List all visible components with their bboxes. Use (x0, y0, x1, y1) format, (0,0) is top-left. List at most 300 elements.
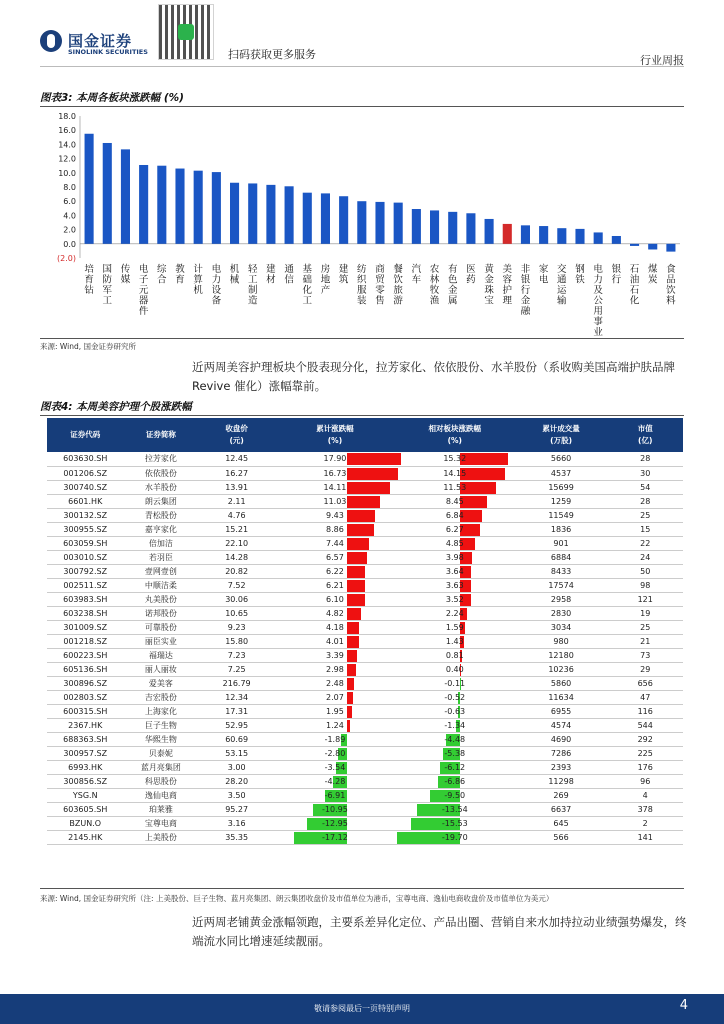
cell-rel (395, 480, 515, 494)
cell-cap: 47 (607, 690, 683, 704)
cell-price: 13.91 (198, 480, 275, 494)
cell-pct (275, 662, 395, 676)
table-row (47, 480, 683, 494)
cell-cap: 4 (607, 788, 683, 802)
pct-value: 2.07 (326, 692, 344, 702)
table-row (47, 606, 683, 620)
rel-value: 3.98 (445, 552, 464, 562)
rel-value: 15.32 (443, 454, 467, 464)
cell-cap: 30 (607, 466, 683, 480)
pct-bar (347, 552, 367, 564)
cell-cap: 24 (607, 550, 683, 564)
page-number: 4 (679, 998, 688, 1013)
cell-vol: 15699 (515, 480, 608, 494)
pct-value: 4.18 (326, 622, 344, 632)
cell-pct (275, 564, 395, 578)
cell-price: 3.00 (198, 760, 275, 774)
cell-vol: 645 (515, 816, 608, 830)
wechat-badge-icon (178, 24, 194, 40)
cell-pct (275, 690, 395, 704)
cell-code: 300957.SZ (47, 746, 124, 760)
y-tick-label: 14.0 (58, 140, 76, 150)
cell-price: 10.65 (198, 606, 275, 620)
pct-value: 2.48 (326, 678, 344, 688)
pct-bar (347, 524, 374, 536)
x-tick-label: 电力及公用事业 (593, 264, 603, 338)
rel-bar (460, 453, 509, 465)
cell-cap: 29 (607, 662, 683, 676)
bar-交通运输 (557, 228, 566, 244)
pct-value: -2.80 (324, 748, 346, 758)
cell-code: 300896.SZ (47, 676, 124, 690)
table-row (47, 536, 683, 550)
pct-value: 6.57 (326, 552, 344, 562)
pct-bar (347, 622, 360, 634)
cell-vol: 5660 (515, 452, 608, 466)
x-tick-label: 通信 (284, 264, 294, 286)
x-tick-label: 基础化工 (302, 264, 313, 307)
cell-pct (275, 802, 395, 816)
cell-pct (275, 760, 395, 774)
cell-pct (275, 550, 395, 564)
page-header (0, 0, 724, 66)
cell-pct (275, 620, 395, 634)
cell-price: 16.27 (198, 466, 275, 480)
cell-price: 30.06 (198, 592, 275, 606)
table-row (47, 620, 683, 634)
bar-综合 (157, 166, 166, 244)
cell-code: 301009.SZ (47, 620, 124, 634)
rel-value: -6.12 (444, 762, 466, 772)
cell-pct (275, 774, 395, 788)
cell-price: 9.23 (198, 620, 275, 634)
cell-pct (275, 816, 395, 830)
cell-vol: 901 (515, 536, 608, 550)
bar-餐饮旅游 (394, 203, 403, 244)
cell-code: BZUN.O (47, 816, 124, 830)
cell-name: 福瑞达 (124, 648, 199, 662)
cell-price: 14.28 (198, 550, 275, 564)
x-tick-label: 建筑 (338, 264, 349, 286)
y-tick-label: 18.0 (58, 112, 76, 121)
table-row (47, 746, 683, 760)
cell-code: 300856.SZ (47, 774, 124, 788)
y-tick-label: 2.0 (63, 225, 76, 235)
cell-code: 300132.SZ (47, 508, 124, 522)
cell-pct (275, 634, 395, 648)
rel-value: -0.63 (444, 706, 466, 716)
figure4-rule-top (40, 415, 684, 416)
bar-非银行金融 (521, 225, 530, 243)
cell-pct (275, 746, 395, 760)
pct-bar (347, 720, 351, 732)
cell-rel (395, 466, 515, 480)
table-row (47, 522, 683, 536)
paragraph-2: 近两周老铺黄金涨幅领跑，主要系差异化定位、产品出圈、营销自来水加持拉动业绩强势爆发，终端流水同比增速延续靓丽。 (192, 915, 687, 948)
cell-vol: 4574 (515, 718, 608, 732)
cell-vol: 6637 (515, 802, 608, 816)
rel-value: 6.84 (445, 510, 464, 520)
cell-name: 若羽臣 (124, 550, 199, 564)
cell-cap: 21 (607, 634, 683, 648)
cell-vol: 4537 (515, 466, 608, 480)
cell-cap: 2 (607, 816, 683, 830)
cell-cap: 25 (607, 508, 683, 522)
x-tick-label: 黄金珠宝 (484, 264, 494, 307)
pct-bar (347, 453, 402, 465)
rel-value: 3.64 (445, 566, 464, 576)
cell-code: 6601.HK (47, 494, 124, 508)
bar-石油石化 (630, 244, 639, 246)
bar-教育 (175, 169, 184, 244)
cell-rel (395, 690, 515, 704)
cell-price: 15.80 (198, 634, 275, 648)
cell-pct (275, 480, 395, 494)
y-tick-label: 0.0 (63, 239, 76, 249)
cell-name: 科思股份 (124, 774, 199, 788)
cell-name: 倍加洁 (124, 536, 199, 550)
rel-value: -15.53 (441, 818, 468, 828)
cell-cap: 378 (607, 802, 683, 816)
cell-pct (275, 522, 395, 536)
cell-code: 2145.HK (47, 830, 124, 844)
table-row (47, 690, 683, 704)
table-row (47, 452, 683, 466)
cell-vol: 7286 (515, 746, 608, 760)
table-row (47, 760, 683, 774)
rel-value: 3.63 (445, 580, 464, 590)
cell-name: 可靠股份 (124, 620, 199, 634)
cell-cap: 28 (607, 494, 683, 508)
rel-value: 1.43 (445, 636, 464, 646)
cell-name: 壹网壹创 (124, 564, 199, 578)
bar-电子元器件 (139, 165, 148, 244)
cell-name: 华熙生物 (124, 732, 199, 746)
cell-price: 4.76 (198, 508, 275, 522)
cell-cap: 225 (607, 746, 683, 760)
cell-price: 17.31 (198, 704, 275, 718)
cell-code: 603630.SH (47, 452, 124, 466)
bar-银行 (612, 236, 621, 244)
bar-轻工制造 (248, 183, 257, 243)
cell-cap: 54 (607, 480, 683, 494)
cell-vol: 2830 (515, 606, 608, 620)
bar-机械 (230, 183, 239, 244)
bar-黄金珠宝 (485, 219, 494, 244)
report-type: 行业周报 (640, 54, 684, 67)
col-rel: 相对板块涨跌幅 (%) (395, 418, 515, 452)
pct-bar (347, 608, 362, 620)
pct-bar (347, 594, 366, 606)
cell-vol: 269 (515, 788, 608, 802)
table-row (47, 592, 683, 606)
pct-bar (347, 678, 355, 690)
cell-vol: 1259 (515, 494, 608, 508)
cell-name: 吉宏股份 (124, 690, 199, 704)
table-row (47, 578, 683, 592)
cell-pct (275, 578, 395, 592)
rel-value: 0.40 (445, 664, 464, 674)
pct-value: 6.10 (326, 594, 344, 604)
table-row (47, 494, 683, 508)
pct-value: 3.39 (326, 650, 344, 660)
pct-value: 8.86 (326, 524, 344, 534)
bar-房地产 (321, 193, 330, 243)
table-row (47, 564, 683, 578)
x-tick-label: 石油石化 (629, 264, 640, 307)
cell-vol: 2958 (515, 592, 608, 606)
cell-code: 300792.SZ (47, 564, 124, 578)
pct-bar (347, 580, 366, 592)
table-body (47, 452, 683, 844)
cell-name: 诺邦股份 (124, 606, 199, 620)
pct-value: -6.91 (324, 790, 346, 800)
cell-vol: 10236 (515, 662, 608, 676)
scan-text: 扫码获取更多服务 (228, 48, 316, 61)
bar-汽车 (412, 209, 421, 244)
pct-value: 16.73 (323, 468, 347, 478)
y-tick-label: (2.0) (57, 254, 76, 263)
x-tick-label: 家电 (538, 264, 549, 286)
rel-value: -0.52 (444, 692, 466, 702)
cell-rel (395, 508, 515, 522)
x-tick-label: 建材 (266, 264, 276, 286)
cell-code: 003010.SZ (47, 550, 124, 564)
pct-value: 1.24 (326, 720, 344, 730)
header-divider (40, 66, 684, 67)
x-tick-label: 美容护理 (502, 264, 513, 307)
pct-value: 2.98 (326, 664, 344, 674)
cell-code: 605136.SH (47, 662, 124, 676)
cell-cap: 176 (607, 760, 683, 774)
cell-vol: 6884 (515, 550, 608, 564)
cell-rel (395, 732, 515, 746)
y-tick-label: 16.0 (58, 126, 76, 136)
table-row (47, 830, 683, 844)
bar-传媒 (121, 149, 130, 243)
cell-vol: 8433 (515, 564, 608, 578)
bar-计算机 (194, 171, 203, 244)
cell-rel (395, 592, 515, 606)
cell-vol: 11634 (515, 690, 608, 704)
x-tick-label: 有色金属 (447, 264, 458, 307)
figure4-source: 来源: Wind, 国金证券研究所（注: 上美股份、巨子生物、蓝月亮集团、朗云集团收盘价及市值单位为港币，宝尊电商、逸仙电商收盘价及市值单位为美元） (40, 894, 554, 903)
cell-cap: 22 (607, 536, 683, 550)
rel-value: -9.50 (444, 790, 466, 800)
pct-bar (347, 482, 390, 494)
figure4-rule-bottom (40, 888, 684, 889)
cell-cap: 656 (607, 676, 683, 690)
x-tick-label: 电力设备 (211, 264, 222, 307)
cell-cap: 73 (607, 648, 683, 662)
cell-name: 嘉亨家化 (124, 522, 199, 536)
cell-name: 上美股份 (124, 830, 199, 844)
bar-钢铁 (575, 229, 584, 244)
pct-bar (347, 706, 353, 718)
bar-国防军工 (103, 143, 112, 244)
x-tick-label: 银行 (611, 264, 622, 286)
rel-value: 14.15 (443, 468, 467, 478)
bar-农林牧渔 (430, 210, 439, 243)
cell-code: 688363.SH (47, 732, 124, 746)
cell-name: 丸美股份 (124, 592, 199, 606)
y-tick-label: 6.0 (63, 197, 76, 207)
rel-value: -6.86 (444, 776, 466, 786)
pct-value: 6.21 (326, 580, 344, 590)
cell-price: 20.82 (198, 564, 275, 578)
table-row (47, 676, 683, 690)
cell-vol: 12180 (515, 648, 608, 662)
bar-建筑 (339, 196, 348, 244)
cell-pct (275, 648, 395, 662)
cell-vol: 6955 (515, 704, 608, 718)
rel-value: 0.81 (445, 650, 464, 660)
cell-pct (275, 788, 395, 802)
cell-cap: 98 (607, 578, 683, 592)
pct-value: -3.54 (324, 762, 346, 772)
cell-code: 002803.SZ (47, 690, 124, 704)
cell-name: 丽人丽妆 (124, 662, 199, 676)
cell-pct (275, 704, 395, 718)
table-row (47, 816, 683, 830)
cell-pct (275, 606, 395, 620)
cell-vol: 2393 (515, 760, 608, 774)
cell-code: YSG.N (47, 788, 124, 802)
cell-pct (275, 592, 395, 606)
x-tick-label: 机械 (229, 264, 240, 286)
bar-纺织服装 (357, 201, 366, 244)
pct-bar (347, 496, 381, 508)
cell-rel (395, 704, 515, 718)
cell-pct (275, 676, 395, 690)
table-row (47, 648, 683, 662)
x-tick-label: 煤炭 (647, 264, 658, 286)
cell-cap: 116 (607, 704, 683, 718)
pct-bar (347, 664, 356, 676)
figure4-title: 图表4: 本周美容护理个股涨跌幅 (40, 401, 192, 413)
cell-price: 216.79 (198, 676, 275, 690)
cell-rel (395, 718, 515, 732)
x-tick-label: 医药 (466, 264, 476, 286)
cell-price: 95.27 (198, 802, 275, 816)
rel-value: -0.11 (444, 678, 466, 688)
cell-name: 朗云集团 (124, 494, 199, 508)
table-row (47, 550, 683, 564)
cell-name: 珀莱雅 (124, 802, 199, 816)
table-row (47, 466, 683, 480)
rel-value: 2.24 (445, 608, 464, 618)
cell-price: 12.45 (198, 452, 275, 466)
pct-value: 7.44 (326, 538, 344, 548)
figure3-source: 来源: Wind, 国金证券研究所 (40, 342, 137, 351)
pct-value: -4.28 (324, 776, 346, 786)
cell-cap: 121 (607, 592, 683, 606)
cell-name: 中顺洁柔 (124, 578, 199, 592)
x-tick-label: 教育 (175, 264, 185, 286)
table-row (47, 774, 683, 788)
cell-price: 7.25 (198, 662, 275, 676)
pct-bar (347, 468, 398, 480)
cell-code: 603983.SH (47, 592, 124, 606)
col-name: 证券简称 (124, 418, 199, 452)
cell-rel (395, 662, 515, 676)
cell-pct (275, 494, 395, 508)
rel-bar (460, 468, 505, 480)
col-vol: 累计成交量 (万股) (515, 418, 608, 452)
cell-name: 贝泰妮 (124, 746, 199, 760)
cell-vol: 5860 (515, 676, 608, 690)
pct-value: -12.95 (322, 818, 348, 828)
cell-vol: 3034 (515, 620, 608, 634)
pct-value: 11.03 (323, 496, 347, 506)
figure3-rule-bottom (40, 338, 684, 339)
table-row (47, 662, 683, 676)
pct-value: -1.89 (324, 734, 346, 744)
cell-vol: 11549 (515, 508, 608, 522)
cell-rel (395, 676, 515, 690)
cell-code: 603059.SH (47, 536, 124, 550)
rel-value: -4.48 (444, 734, 466, 744)
cell-cap: 25 (607, 620, 683, 634)
footer-disclaimer: 敬请参阅最后一页特别声明 (314, 1004, 410, 1013)
x-tick-label: 传媒 (120, 264, 131, 286)
cell-price: 52.95 (198, 718, 275, 732)
x-tick-label: 电子元器件 (138, 264, 149, 317)
cell-price: 7.52 (198, 578, 275, 592)
cell-name: 蓝月亮集团 (124, 760, 199, 774)
cell-name: 依依股份 (124, 466, 199, 480)
y-tick-label: 4.0 (63, 211, 76, 221)
bar-基础化工 (303, 193, 312, 244)
pct-bar (347, 510, 376, 522)
bar-培育钻 (85, 134, 94, 244)
cell-code: 001218.SZ (47, 634, 124, 648)
cell-rel (395, 830, 515, 844)
cell-cap: 19 (607, 606, 683, 620)
x-tick-label: 商贸零售 (375, 264, 385, 307)
cell-rel (395, 760, 515, 774)
pct-bar (347, 566, 366, 578)
table-row (47, 788, 683, 802)
table-row (47, 508, 683, 522)
x-tick-label: 餐饮旅游 (393, 264, 403, 307)
x-tick-label: 计算机 (193, 264, 203, 296)
bar-食品饮料 (666, 244, 675, 252)
pct-value: 6.22 (326, 566, 344, 576)
x-tick-label: 农林牧渔 (429, 264, 440, 307)
pct-value: 1.95 (326, 706, 344, 716)
pct-value: 17.90 (323, 454, 347, 464)
cell-name: 逸仙电商 (124, 788, 199, 802)
bar-电力及公用事业 (594, 232, 603, 243)
cell-code: 600223.SH (47, 648, 124, 662)
x-tick-label: 汽车 (411, 264, 422, 286)
bar-电力设备 (212, 172, 221, 244)
cell-pct (275, 536, 395, 550)
cell-rel (395, 620, 515, 634)
cell-cap: 141 (607, 830, 683, 844)
cell-vol: 1836 (515, 522, 608, 536)
cell-rel (395, 634, 515, 648)
cell-name: 青松股份 (124, 508, 199, 522)
pct-bar (347, 636, 359, 648)
cell-pct (275, 718, 395, 732)
cell-rel (395, 788, 515, 802)
cell-price: 3.16 (198, 816, 275, 830)
cell-rel (395, 550, 515, 564)
cell-name: 丽臣实业 (124, 634, 199, 648)
table-row (47, 634, 683, 648)
